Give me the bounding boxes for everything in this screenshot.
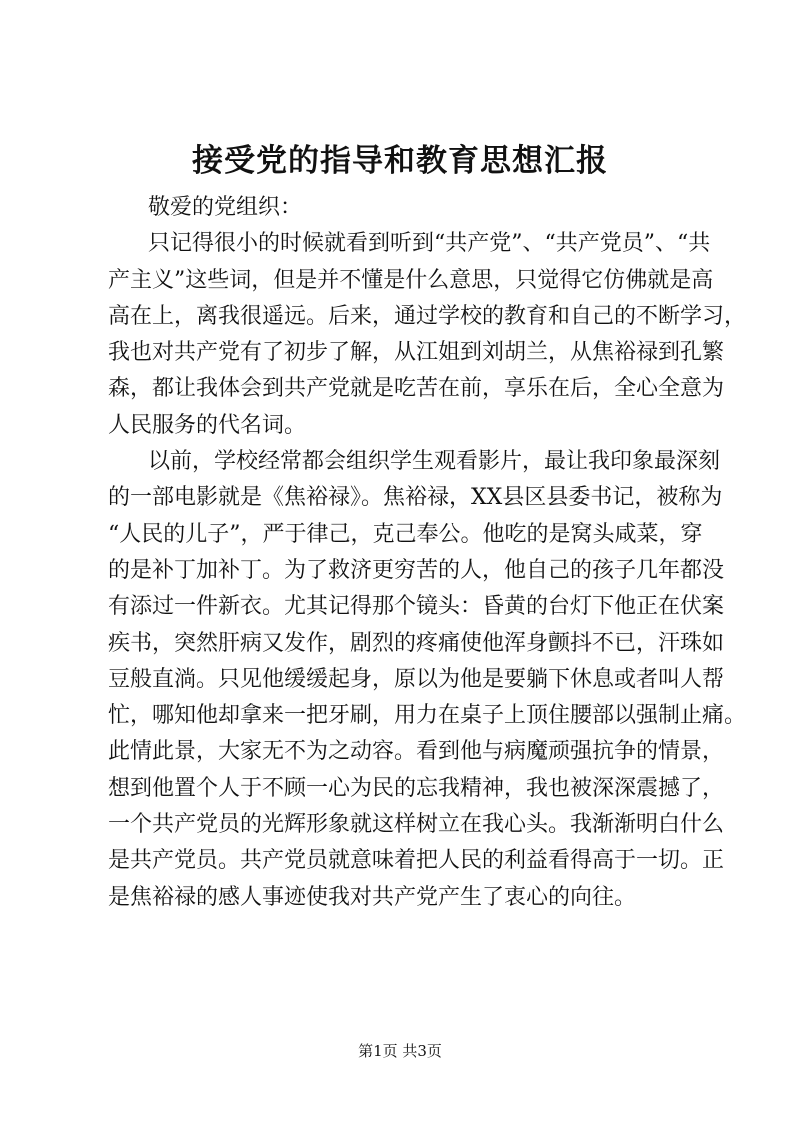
paragraph-line: 有添过一件新衣。尤其记得那个镜头：昏黄的台灯下他正在伏案 — [108, 594, 725, 620]
paragraph-line: 的是补丁加补丁。为了救济更穷苦的人，他自己的孩子几年都没 — [108, 557, 725, 583]
paragraph-line: 忙，哪知他却拿来一把牙刷，用力在桌子上顶住腰部以强制止痛。 — [108, 703, 747, 729]
paragraph-line: 想到他置个人于不顾一心为民的忘我精神，我也被深深震撼了， — [108, 775, 725, 801]
paragraph-line: 我也对共产党有了初步了解，从江姐到刘胡兰，从焦裕禄到孔繁 — [108, 340, 725, 366]
paragraph-line: 是共产党员。共产党员就意味着把人民的利益看得高于一切。正 — [108, 848, 725, 874]
paragraph-line: 人民服务的代名词。 — [108, 412, 307, 438]
paragraph-line: 此情此景，大家无不为之动容。看到他与病魔顽强抗争的情景， — [108, 739, 725, 765]
paragraph-line: 的一部电影就是《焦裕禄》。焦裕禄，XX县区县委书记，被称为 — [108, 485, 723, 511]
paragraph-line: 豆般直淌。只见他缓缓起身，原以为他是要躺下休息或者叫人帮 — [108, 666, 725, 692]
page-title: 接受党的指导和教育思想汇报 — [192, 143, 608, 179]
paragraph-line: 只记得很小的时候就看到听到“共产党”、“共产党员”、“共 — [148, 231, 711, 257]
paragraph-line: “人民的儿子”，严于律己，克己奉公。他吃的是窝头咸菜，穿 — [108, 521, 703, 547]
paragraph-line: 森，都让我体会到共产党就是吃苦在前，享乐在后，全心全意为 — [108, 376, 725, 402]
paragraph-line: 一个共产党员的光辉形象就这样树立在我心头。我渐渐明白什么 — [108, 812, 725, 838]
paragraph-line: 高在上，离我很遥远。后来，通过学校的教育和自己的不断学习， — [108, 303, 747, 329]
salutation: 敬爱的党组织： — [148, 195, 303, 220]
paragraph-line: 是焦裕禄的感人事迹使我对共产党产生了衷心的向往。 — [108, 884, 637, 910]
paragraph-line: 产主义”这些词，但是并不懂是什么意思，只觉得它仿佛就是高 — [108, 267, 714, 293]
paragraph-line: 疾书，突然肝病又发作，剧烈的疼痛使他浑身颤抖不已，汗珠如 — [108, 630, 725, 656]
paragraph-line: 以前，学校经常都会组织学生观看影片，最让我印象最深刻 — [148, 449, 721, 475]
page-footer — [0, 1041, 800, 1061]
document-body — [108, 190, 747, 916]
page-number: 第1页 共3页 — [358, 1042, 442, 1060]
